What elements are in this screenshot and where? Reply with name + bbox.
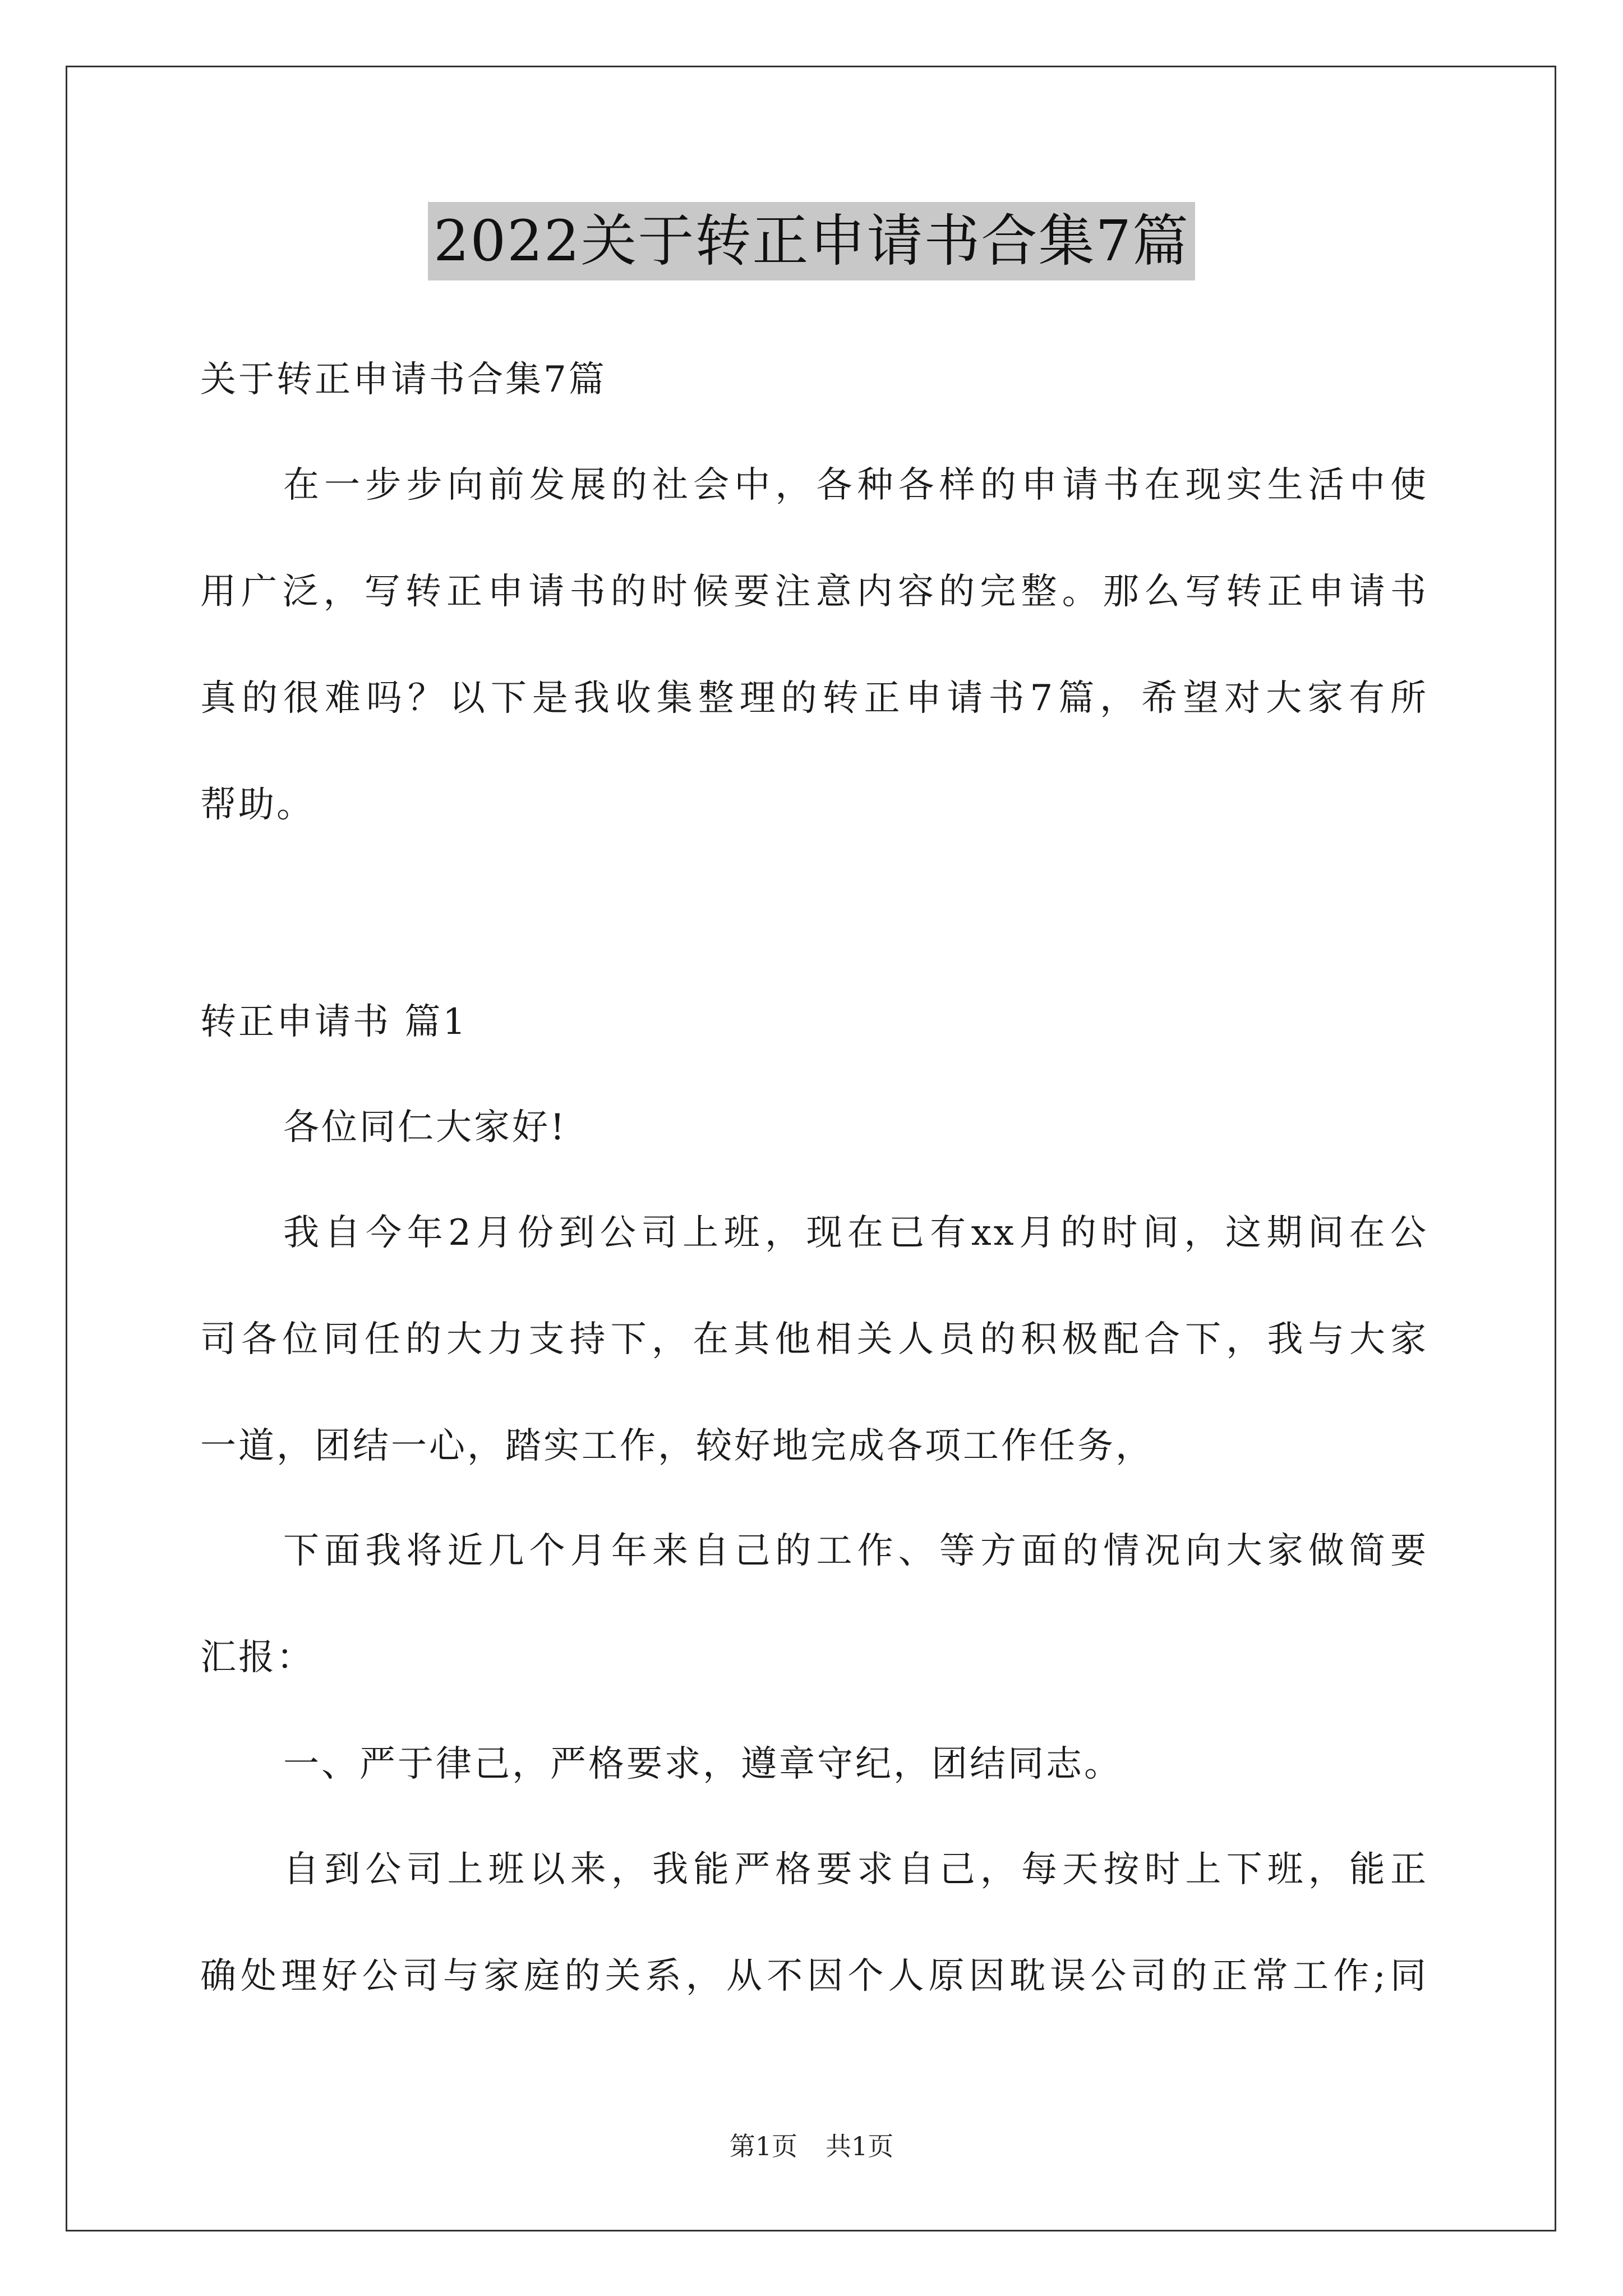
paragraph-line: 司各位同任的大力支持下，在其他相关人员的积极配合下，我与大家 (200, 1319, 1428, 1360)
paragraph-line: 确处理好公司与家庭的关系，从不因个人原因耽误公司的正常工作;同 (200, 1955, 1428, 1997)
paragraph-line: 下面我将近几个月年来自己的工作、等方面的情况向大家做简要 (283, 1530, 1428, 1572)
paragraph-line: 帮助。 (200, 784, 315, 826)
paragraph-line: 用广泛，写转正申请书的时候要注意内容的完整。那么写转正申请书 (200, 571, 1428, 613)
paragraph-line: 我自今年2月份到公司上班，现在已有xx月的时间，这期间在公 (283, 1212, 1428, 1254)
paragraph-line: 汇报： (200, 1637, 315, 1678)
paragraph-line: 真的很难吗？以下是我收集整理的转正申请书7篇，希望对大家有所 (200, 678, 1428, 719)
page-footer (0, 2129, 1623, 2163)
document-title: 2022关于转正申请书合集7篇 (428, 202, 1195, 280)
page-number: 第1页 (729, 2131, 797, 2161)
paragraph-line: 在一步步向前发展的社会中，各种各样的申请书在现实生活中使 (283, 464, 1428, 506)
paragraph-line: 各位同仁大家好! (283, 1107, 567, 1148)
paragraph-line: 一、严于律己，严格要求，遵章守纪，团结同志。 (283, 1743, 1122, 1785)
paragraph-line: 一道，团结一心，踏实工作，较好地完成各项工作任务， (200, 1425, 1154, 1467)
section-heading: 转正申请书 篇1 (200, 1001, 468, 1043)
paragraph-line: 自到公司上班以来，我能严格要求自己，每天按时上下班，能正 (283, 1849, 1428, 1890)
subtitle-line: 关于转正申请书合集7篇 (200, 359, 607, 401)
title-container (0, 202, 1623, 280)
page-total: 共1页 (826, 2131, 894, 2161)
